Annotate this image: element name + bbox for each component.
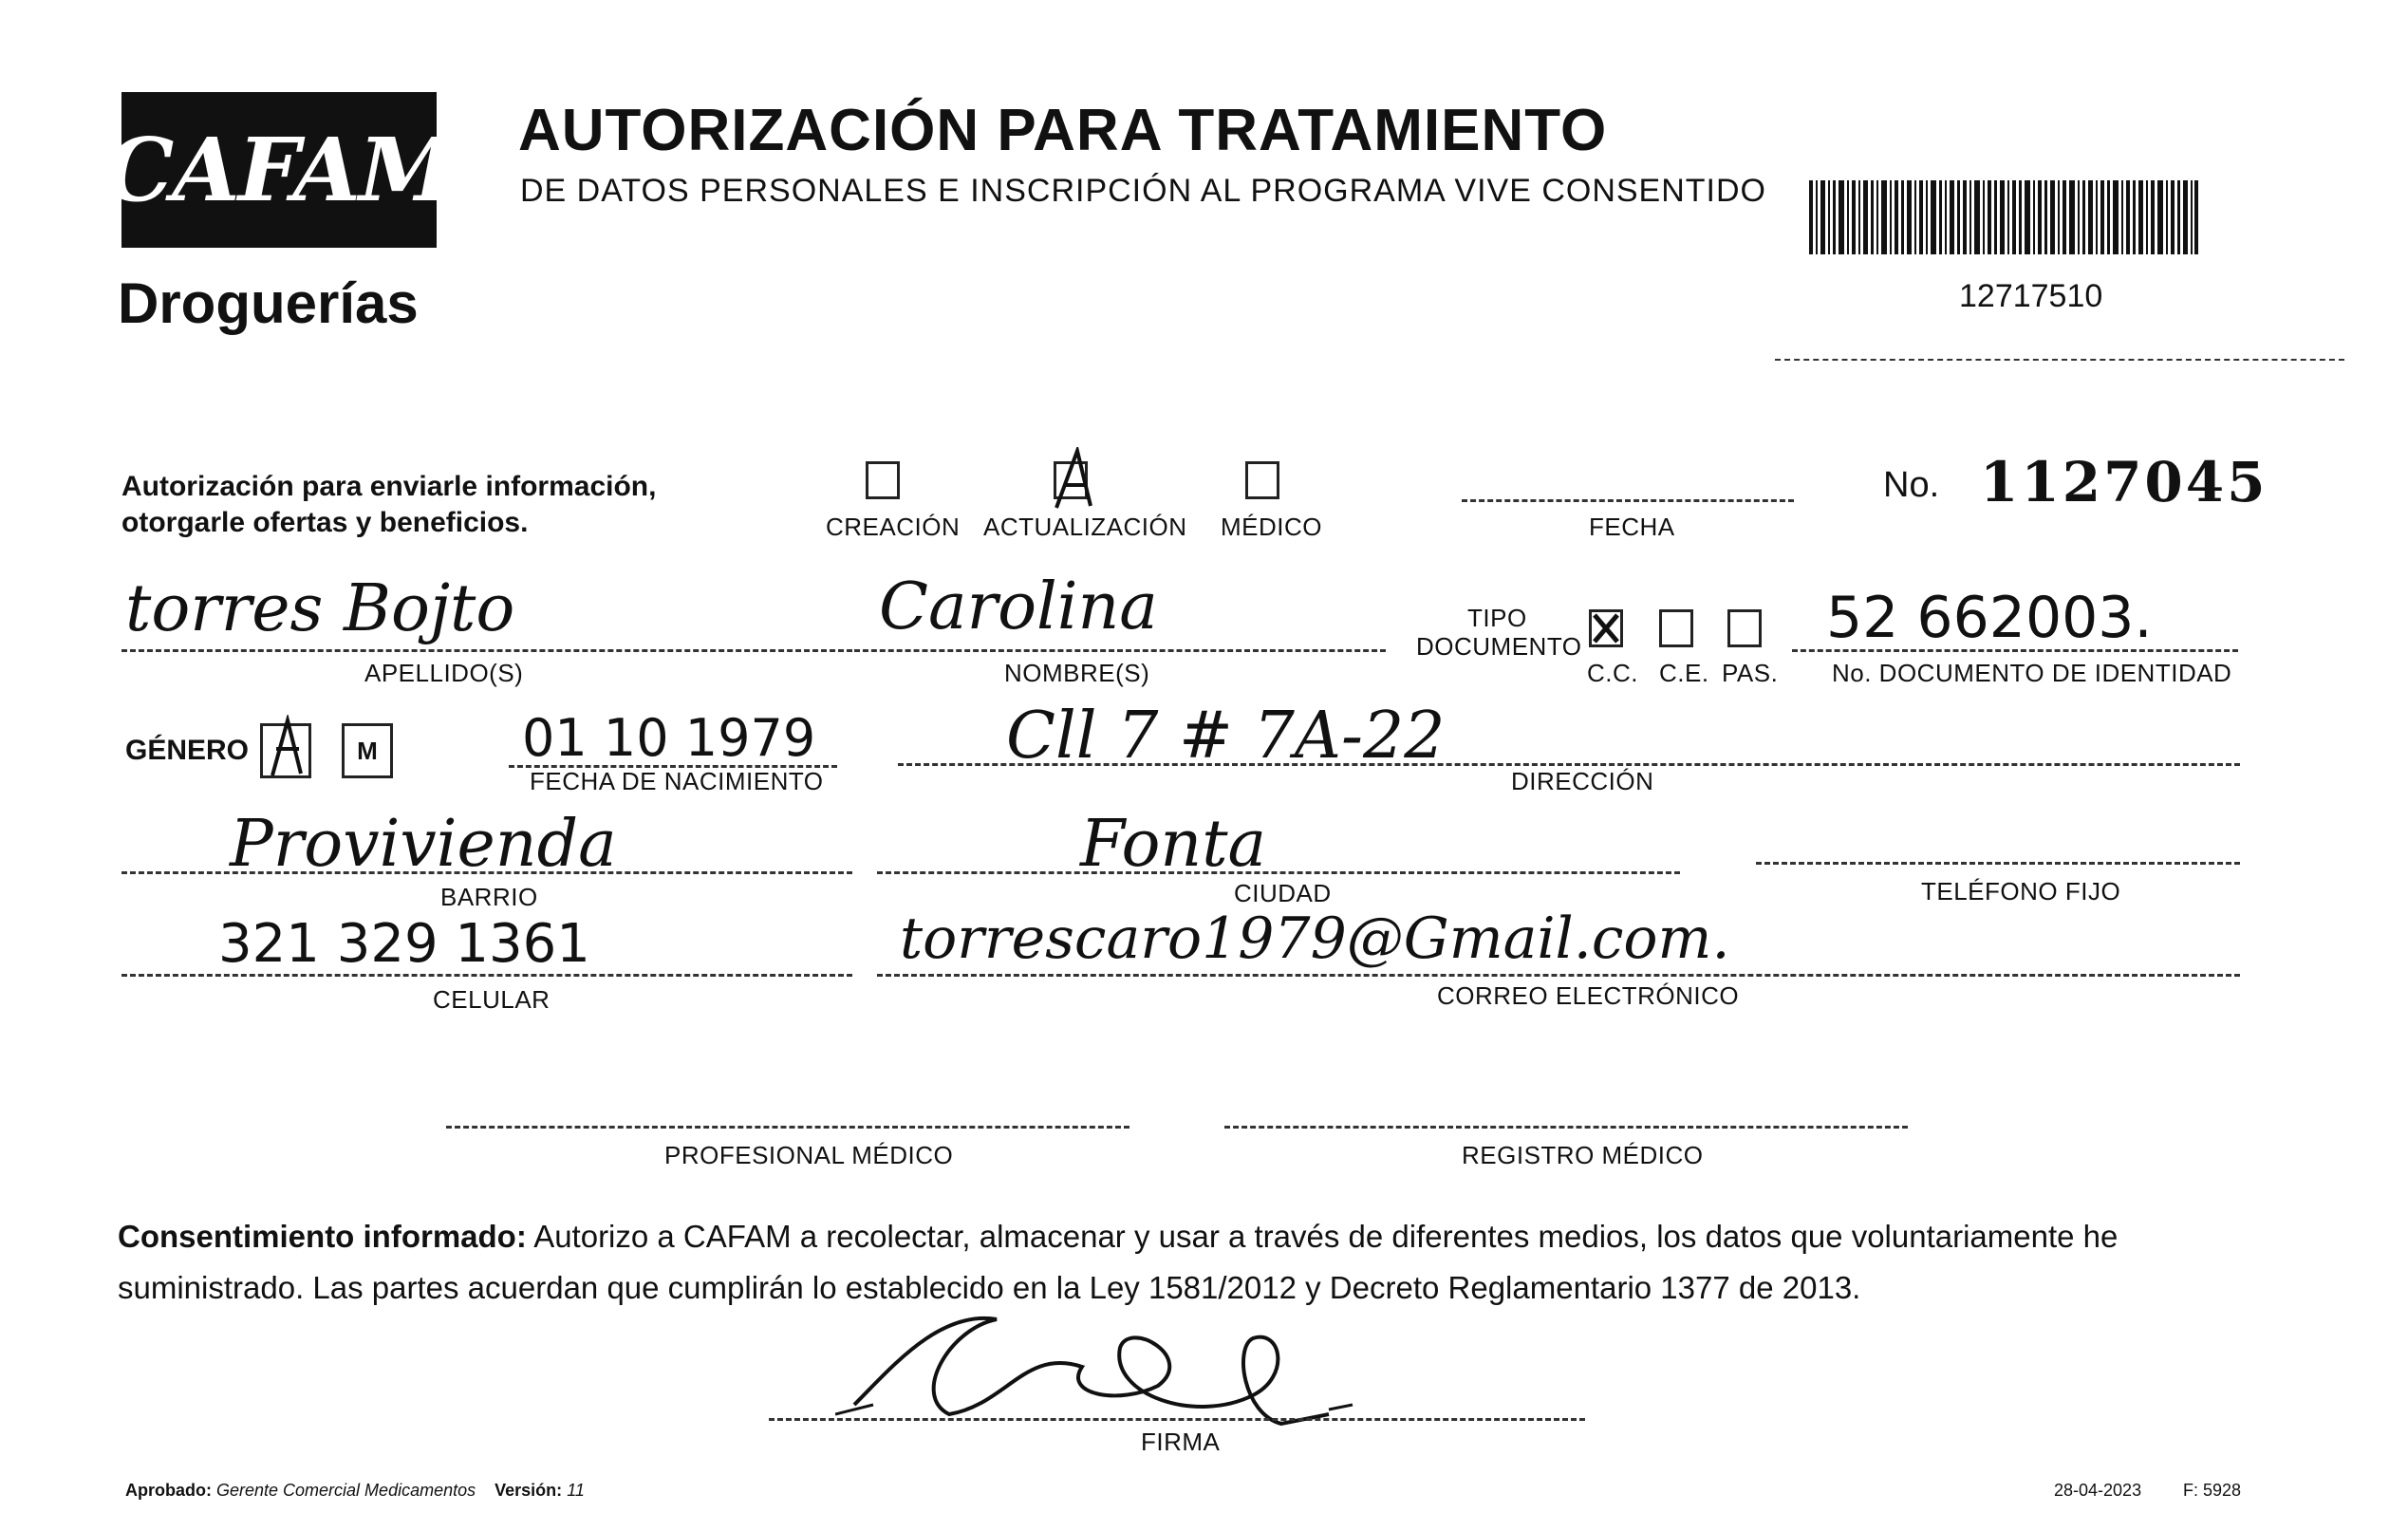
profesional-medico-label: PROFESIONAL MÉDICO [664, 1141, 954, 1169]
tipo-documento-label-line1: TIPO [1467, 604, 1527, 632]
cc-label: C.C. [1587, 659, 1638, 687]
consent-heading: Consentimiento informado: [118, 1219, 527, 1254]
header-divider [1775, 359, 2344, 361]
authorization-text-line2: otorgarle ofertas y beneficios. [121, 507, 529, 538]
correo-value[interactable]: torrescaro1979@Gmail.com. [900, 906, 1730, 972]
genero-f-checkbox[interactable] [260, 723, 311, 778]
ciudad-label: CIUDAD [1234, 879, 1332, 907]
registro-medico-line[interactable] [1224, 1126, 1908, 1129]
direccion-line [898, 763, 2240, 766]
creacion-label: CREACIÓN [826, 513, 961, 541]
consent-text: Autorizo a CAFAM a recolectar, almacenar y usar a través de diferentes medios, los datos que voluntariamente he suministrado. Las partes acuerdan que cumplirán lo establecido en la Ley 1581/2012 y Decreto Reglamentario 1377 de 2013. [118, 1219, 2119, 1305]
form-subtitle: DE DATOS PERSONALES E INSCRIPCIÓN AL PROGRAMA VIVE CONSENTIDO [520, 173, 1766, 209]
documento-label: No. DOCUMENTO DE IDENTIDAD [1832, 659, 2232, 687]
ce-checkbox[interactable] [1659, 609, 1693, 647]
nombres-value[interactable]: Carolina [879, 569, 1158, 644]
telefono-fijo-label: TELÉFONO FIJO [1921, 877, 2121, 906]
barrio-value[interactable]: Provivienda [230, 807, 617, 882]
medico-label: MÉDICO [1221, 513, 1322, 541]
pas-label: PAS. [1722, 659, 1779, 687]
check-mark-icon [1049, 447, 1106, 513]
celular-line [121, 974, 852, 977]
direccion-value[interactable]: Cll 7 # 7A-22 [1006, 699, 1446, 774]
genero-m-checkbox[interactable] [342, 723, 393, 778]
footer-version-label: Versión: [495, 1481, 563, 1500]
firma-label: FIRMA [1141, 1428, 1221, 1456]
footer-form-code: F: 5928 [2183, 1481, 2242, 1500]
cc-checkbox[interactable] [1589, 609, 1623, 647]
apellidos-line [121, 649, 852, 652]
ciudad-value[interactable]: Fonta [1080, 807, 1267, 882]
pas-checkbox[interactable] [1727, 609, 1762, 647]
fecha-nacimiento-label: FECHA DE NACIMIENTO [530, 767, 824, 795]
profesional-medico-line[interactable] [446, 1126, 1129, 1129]
apellidos-value[interactable]: torres Bojto [125, 571, 515, 646]
barrio-line [121, 871, 852, 874]
genero-label: GÉNERO [125, 735, 250, 766]
documento-line [1792, 649, 2238, 652]
medico-checkbox[interactable] [1245, 461, 1279, 499]
nombres-label: NOMBRE(S) [1004, 659, 1150, 687]
barcode-icon [1809, 180, 2198, 254]
ciudad-line [877, 871, 1680, 874]
nombres-line [854, 649, 1386, 652]
fecha-nacimiento-value[interactable]: 01 10 1979 [522, 708, 816, 768]
footer-approved-label: Aprobado: [125, 1481, 212, 1500]
genero-m-label: M [357, 736, 378, 765]
footer-approved [125, 1481, 585, 1501]
firma-line [769, 1418, 1585, 1421]
footer-version-value: 11 [567, 1481, 585, 1500]
form-number-label: No. [1883, 465, 1940, 505]
telefono-fijo-line[interactable] [1756, 862, 2240, 865]
x-mark-icon [1589, 609, 1623, 647]
check-mark-icon [263, 715, 314, 781]
authorization-text-line1: Autorización para enviarle información, [121, 471, 657, 502]
documento-value[interactable]: 52 662003. [1826, 585, 2153, 651]
barcode-number: 12717510 [1959, 278, 2103, 314]
cafam-logo [104, 92, 454, 248]
brand-name: Droguerías [118, 271, 419, 335]
celular-label: CELULAR [433, 985, 551, 1014]
fecha-label: FECHA [1589, 513, 1675, 541]
logo-text: CAFAM [104, 119, 454, 221]
ce-label: C.E. [1659, 659, 1709, 687]
tipo-documento-label-line2: DOCUMENTO [1416, 632, 1582, 661]
registro-medico-label: REGISTRO MÉDICO [1462, 1141, 1704, 1169]
form-number: 1127045 [1980, 450, 2268, 514]
actualizacion-label: ACTUALIZACIÓN [983, 513, 1187, 541]
fecha-line [1462, 499, 1794, 502]
barrio-label: BARRIO [440, 883, 538, 911]
actualizacion-checkbox[interactable] [1054, 461, 1088, 499]
correo-label: CORREO ELECTRÓNICO [1437, 981, 1740, 1010]
form-title: AUTORIZACIÓN PARA TRATAMIENTO [518, 98, 1608, 163]
celular-value[interactable]: 321 329 1361 [218, 913, 590, 975]
footer-date: 28-04-2023 [2054, 1481, 2142, 1500]
apellidos-label: APELLIDO(S) [364, 659, 524, 687]
footer-approved-value: Gerente Comercial Medicamentos [216, 1481, 476, 1500]
creacion-checkbox[interactable] [866, 461, 900, 499]
correo-line [877, 974, 2240, 977]
direccion-label: DIRECCIÓN [1511, 767, 1654, 795]
